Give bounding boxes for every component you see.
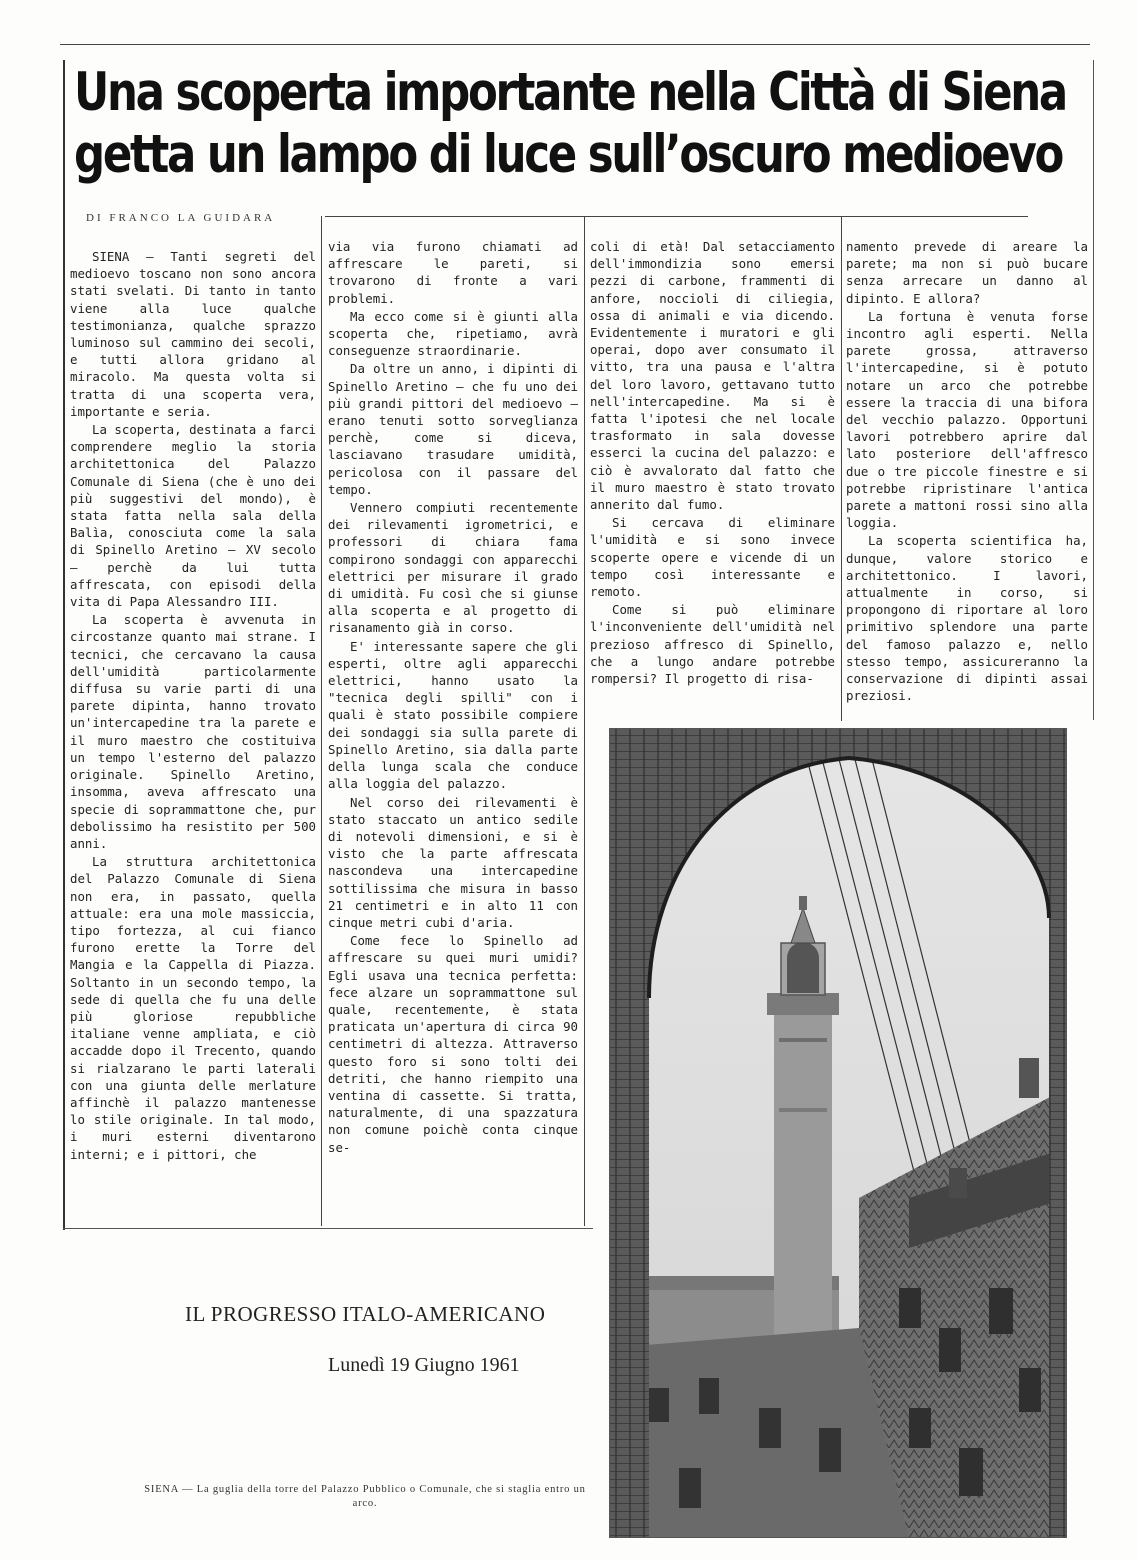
photo-caption: SIENA — La guglia della torre del Palazzo Pubblico o Comunale, che si staglia entro un arco. (144, 1484, 586, 1509)
article-column-2 (328, 238, 578, 1156)
headline (74, 62, 1066, 186)
top-rule (60, 44, 1090, 45)
article-paragraph: Si cercava di eliminare l'umidità e si sono invece scoperte opere e vicende di un tempo così interessante e remoto. (590, 515, 835, 600)
article-column-4 (846, 238, 1088, 704)
article-paragraph: SIENA — Tanti segreti del medioevo toscano non sono ancora stati svelati. Di tanto in tanto viene alla luce qualche testimonianza, qualche sprazzo luminoso sul cammino dei secoli, e tutti allora gridano al miracolo. Ma questa volta si tratta di una scoperta vera, importante e seria. (70, 249, 316, 419)
article-paragraph: E' interessante sapere che gli esperti, oltre agli apparecchi elettrici, hanno usato la "tecnica degli spilli" con i quali è stato possibile compiere dei sondaggi sia sulla parete di Spinello Aretino, sia dalla parte della lunga scala che conduce alla loggia del palazzo. (328, 638, 578, 792)
article-paragraph: Da oltre un anno, i dipinti di Spinello Aretino — che fu uno dei più grandi pittori del medioevo — erano tenuti sotto sorveglianza perchè, come si diceva, lasciavano trasudare umidità, pericolosa con il passare del tempo. (328, 361, 578, 497)
headline-line-1: Una scoperta importante nella Città di Siena (74, 62, 1066, 123)
right-frame-rule (1093, 60, 1094, 720)
bottom-frame-rule (63, 1228, 593, 1229)
headline-line-2: getta un lampo di luce sull’oscuro medioevo (74, 124, 1063, 185)
article-paragraph: Come fece lo Spinello ad affrescare su quei muri umidi? Egli usava una tecnica perfetta: fece alzare un soprammattone sul quale, recentemente, è stata praticata un'apertura di circa 90 centimetri di altezza. Attraverso questo foro si sono tolti dei detriti, che hanno riempito una ventina di cassette. Si tratta, naturalmente, di una spazzatura non comune poichè conta cinque se- (328, 933, 578, 1155)
article-paragraph: La scoperta scientifica ha, dunque, valore storico e architettonico. I lavori, attualmente in corso, si propongono di riportare al loro primitivo splendore una parte del famoso palazzo e, nello stesso tempo, assicureranno la conservazione di dipinti assai preziosi. (846, 533, 1088, 704)
siena-tower-photo (609, 728, 1067, 1538)
left-frame-rule (63, 60, 65, 1230)
article-column-3 (590, 238, 835, 687)
byline: DI FRANCO LA GUIDARA (86, 212, 276, 224)
article-paragraph: La scoperta è avvenuta in circostanze quanto mai strane. I tecnici, che cercavano la causa dell'umidità particolarmente diffusa su varie parti di una parete dipinta, hanno trovato un'intercapedine tra la parete e il muro maestro che costituiva un tempo l'esterno del palazzo originale. Spinello Aretino, insomma, aveva affrescato una specie di soprammattone che, pur debolissimo ha resistito per 500 anni. (70, 612, 316, 851)
article-column-1 (70, 248, 316, 1163)
article-paragraph: Ma ecco come si è giunti alla scoperta che, ripetiamo, avrà conseguenze straordinarie. (328, 308, 578, 359)
publication-date: Lunedì 19 Giugno 1961 (328, 1354, 520, 1376)
article-paragraph: coli di età! Dal setacciamento dell'immondizia sono emersi pezzi di carbone, frammenti di anfore, noccioli di ciliegia, ossa di animali e via dicendo. Evidentemente i muratori e gli operai, dopo aver consumato il vitto, tra una pausa e l'altra del loro lavoro, gettavano tutto nell'intercapedine. Ma si è fatta l'ipotesi che nel locale trasformato in sala dovesse esserci la cucina del palazzo: e ciò è avvalorato dal fatto che il muro maestro è stato trovato annerito dal fumo. (590, 239, 835, 513)
column-rule (584, 216, 585, 1226)
column-rule (841, 216, 842, 721)
article-paragraph: Vennero compiuti recentemente dei rilevamenti igrometrici, e professori di chiara fama compirono sondaggi con apparecchi elettrici per misurare il grado di umidità. Fu così che si giunse alla scoperta e al progetto di risanamento già in corso. (328, 500, 578, 636)
article-paragraph: namento prevede di areare la parete; ma non si può bucare senza arrecare un danno al dipinto. E allora? (846, 239, 1088, 306)
article-paragraph: Nel corso dei rilevamenti è stato staccato un antico sedile di notevoli dimensioni, e si è visto che la parte affrescata nascondeva una intercapedine sottilissima che misura in basso 21 centimetri e in alto 11 con cinque metri cubi d'aria. (328, 794, 578, 930)
article-paragraph: La struttura architettonica del Palazzo Comunale di Siena non era, in passato, quella attuale: era una mole massiccia, tipo fortezza, al cui fianco furono erette la Torre del Mangia e la Cappella di Piazza. Soltanto in un secondo tempo, la sede di quella che fu una delle più gloriose repubbliche italiane venne ampliata, e ciò accadde dopo il Trecento, quando si rialzarano le parti laterali con una giunta delle merlature affinchè il palazzo mantenesse lo stile originale. In tal modo, i muri esterni diventarono interni; e i pittori, che (70, 854, 316, 1162)
article-paragraph: Come si può eliminare l'inconveniente dell'umidità nel prezioso affresco di Spinello, che a lungo andare potrebbe rompersi? Il progetto di risa- (590, 602, 835, 687)
siena-tower-photo-graphic (609, 728, 1067, 1538)
article-paragraph: La fortuna è venuta forse incontro agli esperti. Nella parete grossa, attraverso l'intercapedine, si è potuto notare un arco che potrebbe essere la traccia di una bifora del vecchio palazzo. Opportuni lavori potrebbero aprire dal lato posteriore dell'affresco due o tre piccole finestre e si potrebbe ripristinare l'antica parete a mattoni rossi sino alla loggia. (846, 308, 1088, 531)
byline-rule (325, 216, 1028, 217)
article-paragraph: via via furono chiamati ad affrescare le pareti, si trovarono di fronte a vari problemi. (328, 239, 578, 306)
newspaper-masthead: IL PROGRESSO ITALO-AMERICANO (185, 1302, 546, 1326)
article-paragraph: La scoperta, destinata a farci comprendere meglio la storia architettonica del Palazzo Comunale di Siena (che è uno dei più suggestivi del mondo), è stata fatta nella sala della Balìa, conosciuta come la sala di Spinello Aretino — XV secolo — perchè da lui tutta affrescata, con episodi della vita di Papa Alessandro III. (70, 422, 316, 610)
column-rule (321, 216, 322, 1226)
